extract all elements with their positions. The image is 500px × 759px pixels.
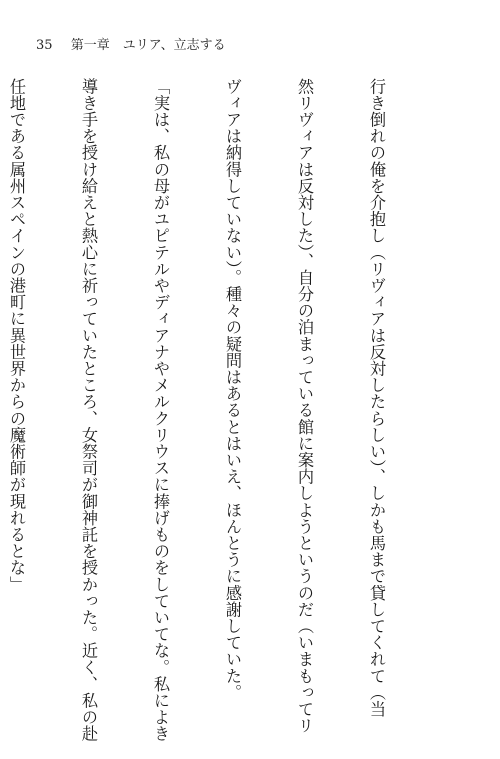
page-number: 35 [36,38,53,53]
text-line: ヴィアは納得していない）。種々の疑問はあるとはいえ、ほんとうに感謝していた。 [223,78,242,701]
vertical-body-text [7,78,436,742]
chapter-title: 第一章 ユリア、立志する [70,38,226,53]
text-line: 然リヴィアは反対した）、自分の泊まっている館に案内しようというのだ（いまもってリ [295,78,314,734]
text-line: 「実は、私の母がユピテルやディアナやメルクリウスに捧げものをしていてな。私によき [151,78,170,742]
running-header [36,34,226,53]
text-line: 行き倒れの俺を介抱し（リヴィアは反対したらしい）、しかも馬まで貸してくれて（当 [367,78,386,718]
text-line: 導き手を授け給えと熱心に祈っていたところ、女祭司が御神託を授かった。近く、私の赴 [79,78,98,742]
text-line: 任地である属州スペインの港町に異世界からの魔術師が現れるとな」 [7,78,26,593]
